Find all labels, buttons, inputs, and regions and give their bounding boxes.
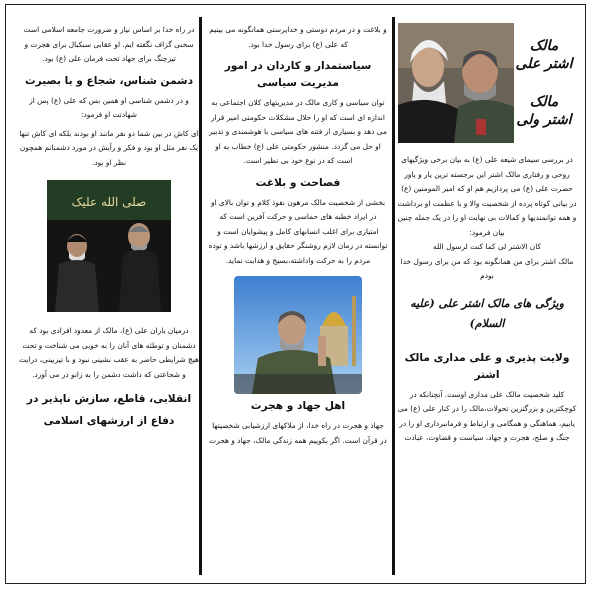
brochure-page (5, 4, 586, 584)
section-title-enemy: دشمن شناس، شجاع و با بصیرت (24, 74, 194, 87)
hadith-quote: کان الاشتر لی کما کنت لرسول الله (433, 242, 541, 251)
section-paragraph-jihad: جهاد و هجرت در راه خدا، از ملاکهای ارزشیابی شخصیتها در قرآن است. اگر بکوییم همه زندگی مالک، جهاد و هجرت (209, 421, 387, 445)
right-column (397, 23, 577, 569)
title-photo (398, 23, 576, 143)
column-divider-left (199, 17, 202, 575)
features-title: ویژگی های مالک اشتر علی (علیه السلام) (410, 296, 564, 330)
banner-calligraphy: صلی الله علیک (71, 195, 147, 209)
section-paragraph-politics: توان سیاسی و کاری مالک در مدیریتهای کلان اجتماعی به اندازه ای است که او را حلال مشکلات حکومتی امیر قرار می دهد و بسیاری از فتنه های سیاسی با هوشمندی و تدبیر او حل می گردد. منشور حکومتی علی (ع) خطاب به او است که در نوع خود بی نظیر است. (209, 98, 387, 165)
title-line-1: مالک اشتر علی (515, 38, 573, 72)
title-line-2: مالک اشتر ولی (516, 94, 572, 128)
section-title-velayat: ولایت پذیری و علی مداری مالک اشتر (404, 351, 570, 381)
intro-paragraph: در بررسی سیمای شیعه علی (ع) به بیان برخی ویژگیهای روحی و رفتاری مالک اشتر این برجسته ترین یار و یاور حضرت علی (ع) می پردازیم هم او که امیر المومنین (ع) در بیانی کوتاه پرده از شخصیت والا و با عظمت او برداشت و همه توانمندیها و کمالات بی نهایت او را در یک جمله چنین بیان فرمود: (397, 155, 577, 237)
column-divider-right (392, 17, 395, 575)
mourning-photo (47, 180, 171, 312)
title-text-block (514, 23, 576, 143)
section-paragraph-companions: درمیان یاران علی (ع)، مالک از معدود افرادی بود که دشمنان و توطئه های آنان را به خوبی می شناخت و تحت هیچ شرایطی حاضر به عقب نشینی نبود و با تیزبینی، درایت و شجاعتی که داشت دشمن را به زانو در می آورد. (19, 326, 199, 379)
section-title-politics: سیاستمدار و کاردان در امور مدیریت سیاسی (224, 60, 372, 89)
soldier-photo (234, 276, 362, 394)
hadith-translation: مالک اشتر برای من همانگونه بود که من برای رسول خدا بودم (400, 256, 574, 280)
leaders-photo (398, 23, 514, 143)
section-title-revolutionary: انقلابی، قاطع، سازش ناپذیر در دفاع از ارزشهای اسلامی (26, 393, 192, 427)
section-paragraph-eloquence: بخشی از شخصیت مالک مرهون نفوذ کلام و توان بالای او در ایراد خطبه های حماسی و حرکت آفرین است که امتیازی برای اغلب انسانهای کامل و پیشوایان است و توانسته در زمان لازم روشنگر حقایق و ارزشها باشد و توده مردم را به حرکت واداشته،بسیج و هدایت نماید. (208, 197, 388, 265)
left-intro-paragraph: در راه خدا بر اساس نیاز و ضرورت جامعه اسلامی است سخنی گزاف نگفته ایم. او عقابی سبکبال برای هجرت و تیزچنگ برای جهاد تحت فرمان علی (ع) بود. (23, 25, 195, 63)
left-column (19, 23, 199, 569)
section-paragraph-wish: ای کاش در بین شما دو نفر مانند او بودند بلکه ای کاش تنها یک نفر مثل او بود و فکر و رأیش در مورد دشمنانم همچون نظر او بود. (19, 128, 199, 167)
middle-column (208, 23, 388, 569)
section-paragraph-enemy: و در دشمن شناسی او همین بس که علی (ع) پس از شهادتت او فرمود: (29, 95, 189, 119)
section-paragraph-velayat: کلید شخصیت مالک علی مداری اوست. آنچنانکه در کوچکترین و بزرگترین تحولات،مالک را در کنار علی (ع) می یابیم، هماهنگی و همگامی و ارتباط و فرمانبرداری او را در جنگ و صلح، هجرت و جهاد، سیاست و قضاوت، عبادت (397, 389, 577, 442)
section-title-eloquence: فصاحت و بلاغت (255, 176, 341, 189)
middle-intro-paragraph: و بلاغت و در مردم دوستی و خداپرستی همانگونه می بینیم که علی (ع) برای رسول خدا بود. (209, 25, 387, 49)
section-title-jihad: اهل جهاد و هجرت (250, 400, 346, 412)
